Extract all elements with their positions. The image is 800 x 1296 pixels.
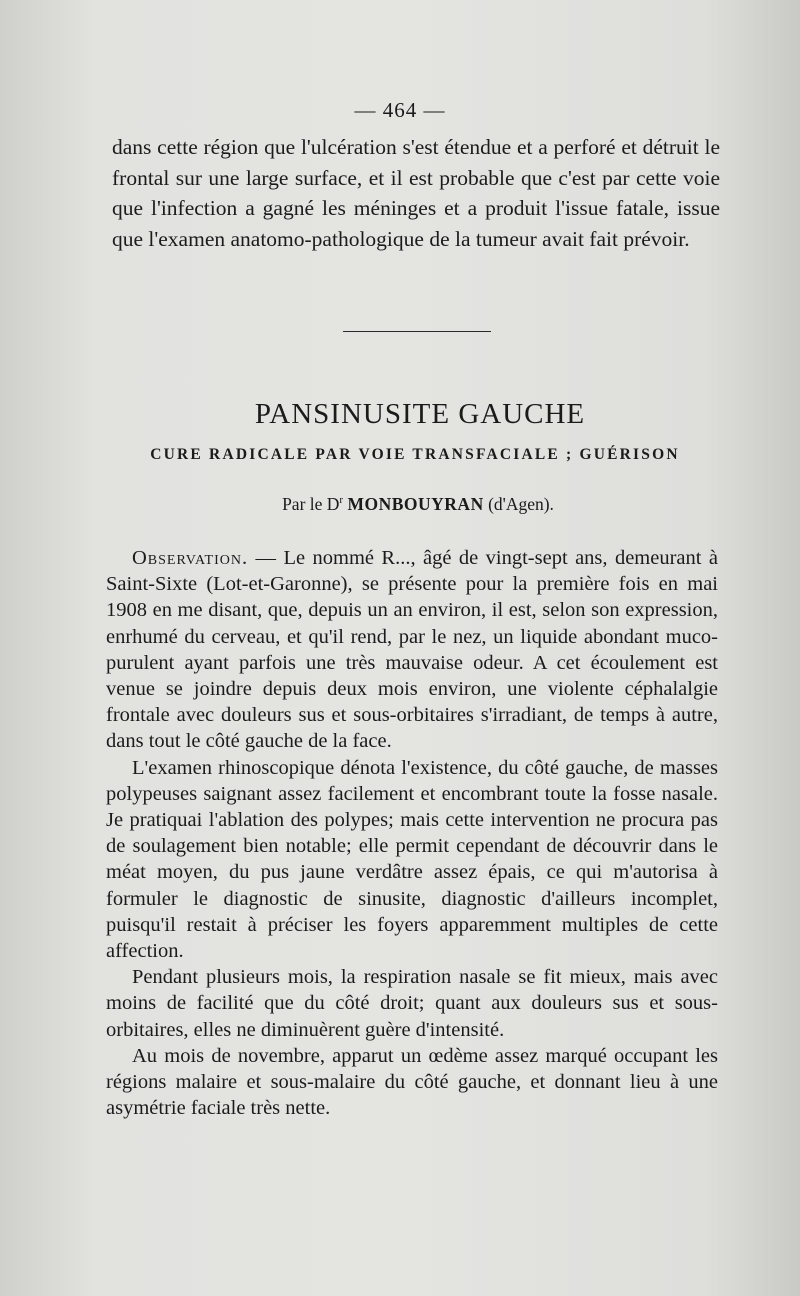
author-location: (d'Agen).: [488, 494, 554, 514]
byline-prefix: Par le D: [282, 494, 340, 514]
paragraph-respiration: Pendant plusieurs mois, la respiration nasale se fit mieux, mais avec moins de facilité que du côté droit; quant aux douleurs sus et sous-orbitaires, elles ne diminuèrent guère d'intensité.: [106, 966, 718, 1041]
paragraph-observation: [106, 545, 718, 755]
paragraph-text: — Le nommé R..., âgé de vingt-sept ans, demeurant à Saint-Sixte (Lot-et-Garonne), se présente pour la première fois en mai 1908 en me disant, que, depuis un an environ, il est, selon son expression, enrhumé du cerveau, et qu'il rend, par le nez, un liquide abondant muco-purulent ayant parfois une très mauvaise odeur. A cet écoulement est venue se joindre depuis deux mois environ, une violente céphalalgie frontale avec douleurs sus et sous-orbitaires s'irradiant, de temps à autre, dans tout le côté gauche de la face.: [106, 547, 718, 753]
page-number: — 464 —: [354, 98, 446, 122]
paragraph-examen: L'examen rhinoscopique dénota l'existence, du côté gauche, de masses polypeuses saignant assez facilement et encombrant toute la fosse nasale. Je pratiquai l'ablation des polypes; mais cette intervention ne procura pas de soulagement bien notable; elle permit cependant de découvrir dans le méat moyen, du pus jaune verdâtre assez épais, ce qui m'autorisa à formuler le diagnostic de sinusite, diagnostic d'ailleurs incomplet, puisqu'il restait à préciser les foyers apparemment multiples de cette affection.: [106, 756, 718, 963]
paragraph-novembre: Au mois de novembre, apparut un œdème assez marqué occupant les régions malaire et sous-malaire du côté gauche, et donnant lieu à une asymétrie faciale très nette.: [106, 1044, 718, 1120]
article-title: PANSINUSITE GAUCHE: [254, 398, 586, 430]
observation-label: Observation.: [132, 547, 249, 569]
author-name: MONBOUYRAN: [347, 494, 484, 514]
byline: [0, 494, 800, 515]
article-subtitle: CURE RADICALE PAR VOIE TRANSFACIALE ; GUÉRISON: [150, 446, 680, 463]
continued-paragraph: [112, 132, 720, 254]
section-divider: [343, 331, 491, 332]
continued-text: dans cette région que l'ulcération s'est étendue et a perforé et détruit le frontal sur une large surface, et il est probable que c'est par cette voie que l'infection a gagné les méninges et a produit l'issue fatale, issue que l'examen anatomo-pathologique de la tumeur avait fait prévoir.: [112, 135, 720, 251]
byline-dr-superscript: r: [339, 494, 344, 507]
article-body: [106, 545, 718, 1121]
